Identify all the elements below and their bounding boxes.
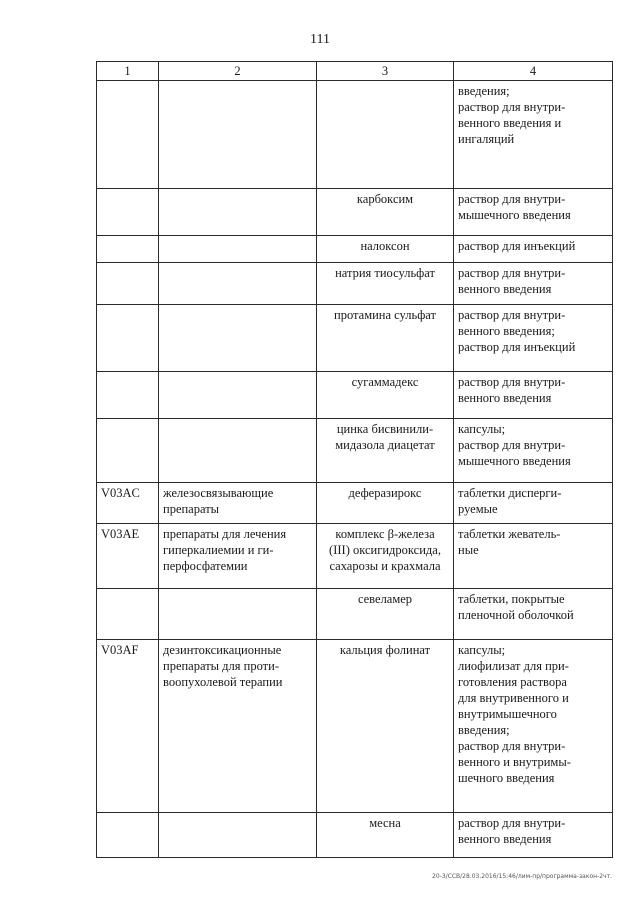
- dosage-form-line: введения;: [458, 723, 510, 737]
- pharm-group-line: перфосфатемии: [163, 559, 248, 573]
- atc-code-text: V03AE: [101, 527, 140, 541]
- pharm-group-cell: [159, 263, 317, 305]
- dosage-form-line: таблетки, покрытые: [458, 592, 565, 606]
- table-row: [97, 263, 613, 305]
- drug-name-line: (III) оксигидроксида,: [329, 543, 441, 557]
- drug-name-line: комплекс β-железа: [335, 527, 435, 541]
- dosage-form-line: мышечного введения: [458, 454, 571, 468]
- pharm-group-cell: [159, 483, 317, 524]
- atc-code-cell: [97, 236, 159, 263]
- dosage-form-line: готовления раствора: [458, 675, 567, 689]
- drug-name-cell: [317, 372, 454, 419]
- table-row: [97, 524, 613, 589]
- pharm-group-cell: [159, 813, 317, 858]
- drug-name-line: цинка бисвинили-: [336, 422, 434, 436]
- dosage-form-cell: [454, 372, 613, 419]
- column-header-4: 4: [454, 62, 613, 81]
- dosage-form-cell: [454, 589, 613, 640]
- atc-code-cell: [97, 813, 159, 858]
- dosage-form-line: раствор для внутри-: [458, 739, 566, 753]
- table-row: [97, 419, 613, 483]
- drug-name-cell: [317, 189, 454, 236]
- pharm-group-line: препараты: [163, 502, 220, 516]
- dosage-form-line: таблетки жеватель-: [458, 527, 561, 541]
- dosage-form-line: венного введения;: [458, 324, 555, 338]
- atc-code-cell: [97, 263, 159, 305]
- dosage-form-line: раствор для внутри-: [458, 816, 566, 830]
- drug-name-line: карбоксим: [356, 192, 414, 206]
- pharm-group-cell: [159, 372, 317, 419]
- dosage-form-line: капсулы;: [458, 643, 506, 657]
- table-header-row: [97, 62, 613, 81]
- drug-name-line: севеламер: [357, 592, 413, 606]
- drug-name-cell: [317, 524, 454, 589]
- pharm-group-line: дезинтоксикационные: [163, 643, 282, 657]
- table-row: [97, 372, 613, 419]
- dosage-form-line: раствор для внутри-: [458, 266, 566, 280]
- drug-list-table: [96, 61, 613, 858]
- dosage-form-cell: [454, 524, 613, 589]
- table-row: [97, 189, 613, 236]
- table-row: [97, 640, 613, 813]
- drug-name-cell: [317, 640, 454, 813]
- drug-name-cell: [317, 419, 454, 483]
- dosage-form-cell: [454, 640, 613, 813]
- dosage-form-line: капсулы;: [458, 422, 506, 436]
- dosage-form-line: мышечного введения: [458, 208, 571, 222]
- drug-name-line: сугаммадекс: [351, 375, 419, 389]
- atc-code-cell: [97, 589, 159, 640]
- drug-name-cell: [317, 236, 454, 263]
- atc-code-cell: [97, 640, 159, 813]
- atc-code-cell: [97, 483, 159, 524]
- table-row: [97, 81, 613, 189]
- column-header-2: 2: [159, 62, 317, 81]
- table-row: [97, 483, 613, 524]
- pharm-group-cell: [159, 236, 317, 263]
- dosage-form-line: введения;: [458, 84, 510, 98]
- dosage-form-line: раствор для инъекций: [458, 239, 576, 253]
- dosage-form-line: пленочной оболочкой: [458, 608, 574, 622]
- dosage-form-line: венного и внутримы-: [458, 755, 571, 769]
- dosage-form-line: шечного введения: [458, 771, 555, 785]
- pharm-group-line: железосвязывающие: [163, 486, 274, 500]
- dosage-form-line: ные: [458, 543, 479, 557]
- dosage-form-line: лиофилизат для при-: [458, 659, 569, 673]
- drug-name-cell: [317, 483, 454, 524]
- pharm-group-cell: [159, 640, 317, 813]
- atc-code-text: V03AC: [101, 486, 140, 500]
- dosage-form-line: внутримышечного: [458, 707, 557, 721]
- footer-stamp: 20-3/CCB/28.03.2016/15:46/лим-пр/программа-закон-2чт.: [432, 873, 612, 880]
- drug-name-line: сахарозы и крахмала: [329, 559, 441, 573]
- dosage-form-line: таблетки дисперги-: [458, 486, 562, 500]
- dosage-form-cell: [454, 419, 613, 483]
- atc-code-text: V03AF: [101, 643, 139, 657]
- table-row: [97, 236, 613, 263]
- dosage-form-line: венного введения: [458, 832, 552, 846]
- pharm-group-cell: [159, 189, 317, 236]
- dosage-form-line: раствор для внутри-: [458, 192, 566, 206]
- dosage-form-cell: [454, 305, 613, 372]
- dosage-form-line: венного введения: [458, 282, 552, 296]
- pharm-group-line: гиперкалиемии и ги-: [163, 543, 274, 557]
- dosage-form-line: руемые: [458, 502, 498, 516]
- dosage-form-line: ингаляций: [458, 132, 515, 146]
- dosage-form-cell: [454, 81, 613, 189]
- dosage-form-line: раствор для внутри-: [458, 438, 566, 452]
- pharm-group-cell: [159, 81, 317, 189]
- atc-code-cell: [97, 305, 159, 372]
- dosage-form-cell: [454, 189, 613, 236]
- drug-name-line: протамина сульфат: [334, 308, 436, 322]
- pharm-group-line: воопухолевой терапии: [163, 675, 283, 689]
- drug-name-line: месна: [369, 816, 401, 830]
- drug-name-line: деферазирокс: [348, 486, 422, 500]
- column-header-3: 3: [317, 62, 454, 81]
- atc-code-cell: [97, 81, 159, 189]
- table-row: [97, 589, 613, 640]
- table-row: [97, 305, 613, 372]
- dosage-form-line: раствор для инъекций: [458, 340, 576, 354]
- drug-name-cell: [317, 305, 454, 372]
- dosage-form-line: раствор для внутри-: [458, 100, 566, 114]
- drug-name-cell: [317, 589, 454, 640]
- drug-name-line: кальция фолинат: [339, 643, 431, 657]
- dosage-form-cell: [454, 263, 613, 305]
- pharm-group-line: препараты для лечения: [163, 527, 287, 541]
- atc-code-cell: [97, 524, 159, 589]
- column-header-1: 1: [97, 62, 159, 81]
- dosage-form-line: венного введения и: [458, 116, 562, 130]
- dosage-form-cell: [454, 813, 613, 858]
- dosage-form-line: раствор для внутри-: [458, 375, 566, 389]
- dosage-form-cell: [454, 483, 613, 524]
- pharm-group-line: препараты для проти-: [163, 659, 279, 673]
- drug-name-line: налоксон: [360, 239, 410, 253]
- table-body: [97, 81, 613, 858]
- pharm-group-cell: [159, 419, 317, 483]
- atc-code-cell: [97, 189, 159, 236]
- dosage-form-line: венного введения: [458, 391, 552, 405]
- dosage-form-cell: [454, 236, 613, 263]
- drug-name-line: мидазола диацетат: [335, 438, 435, 452]
- table-row: [97, 813, 613, 858]
- page-number: 111: [310, 32, 330, 47]
- drug-name-line: натрия тиосульфат: [335, 266, 435, 280]
- atc-code-cell: [97, 419, 159, 483]
- drug-name-cell: [317, 813, 454, 858]
- pharm-group-cell: [159, 524, 317, 589]
- pharm-group-cell: [159, 305, 317, 372]
- dosage-form-line: для внутривенного и: [458, 691, 569, 705]
- pharm-group-cell: [159, 589, 317, 640]
- drug-name-cell: [317, 263, 454, 305]
- dosage-form-line: раствор для внутри-: [458, 308, 566, 322]
- drug-name-cell: [317, 81, 454, 189]
- atc-code-cell: [97, 372, 159, 419]
